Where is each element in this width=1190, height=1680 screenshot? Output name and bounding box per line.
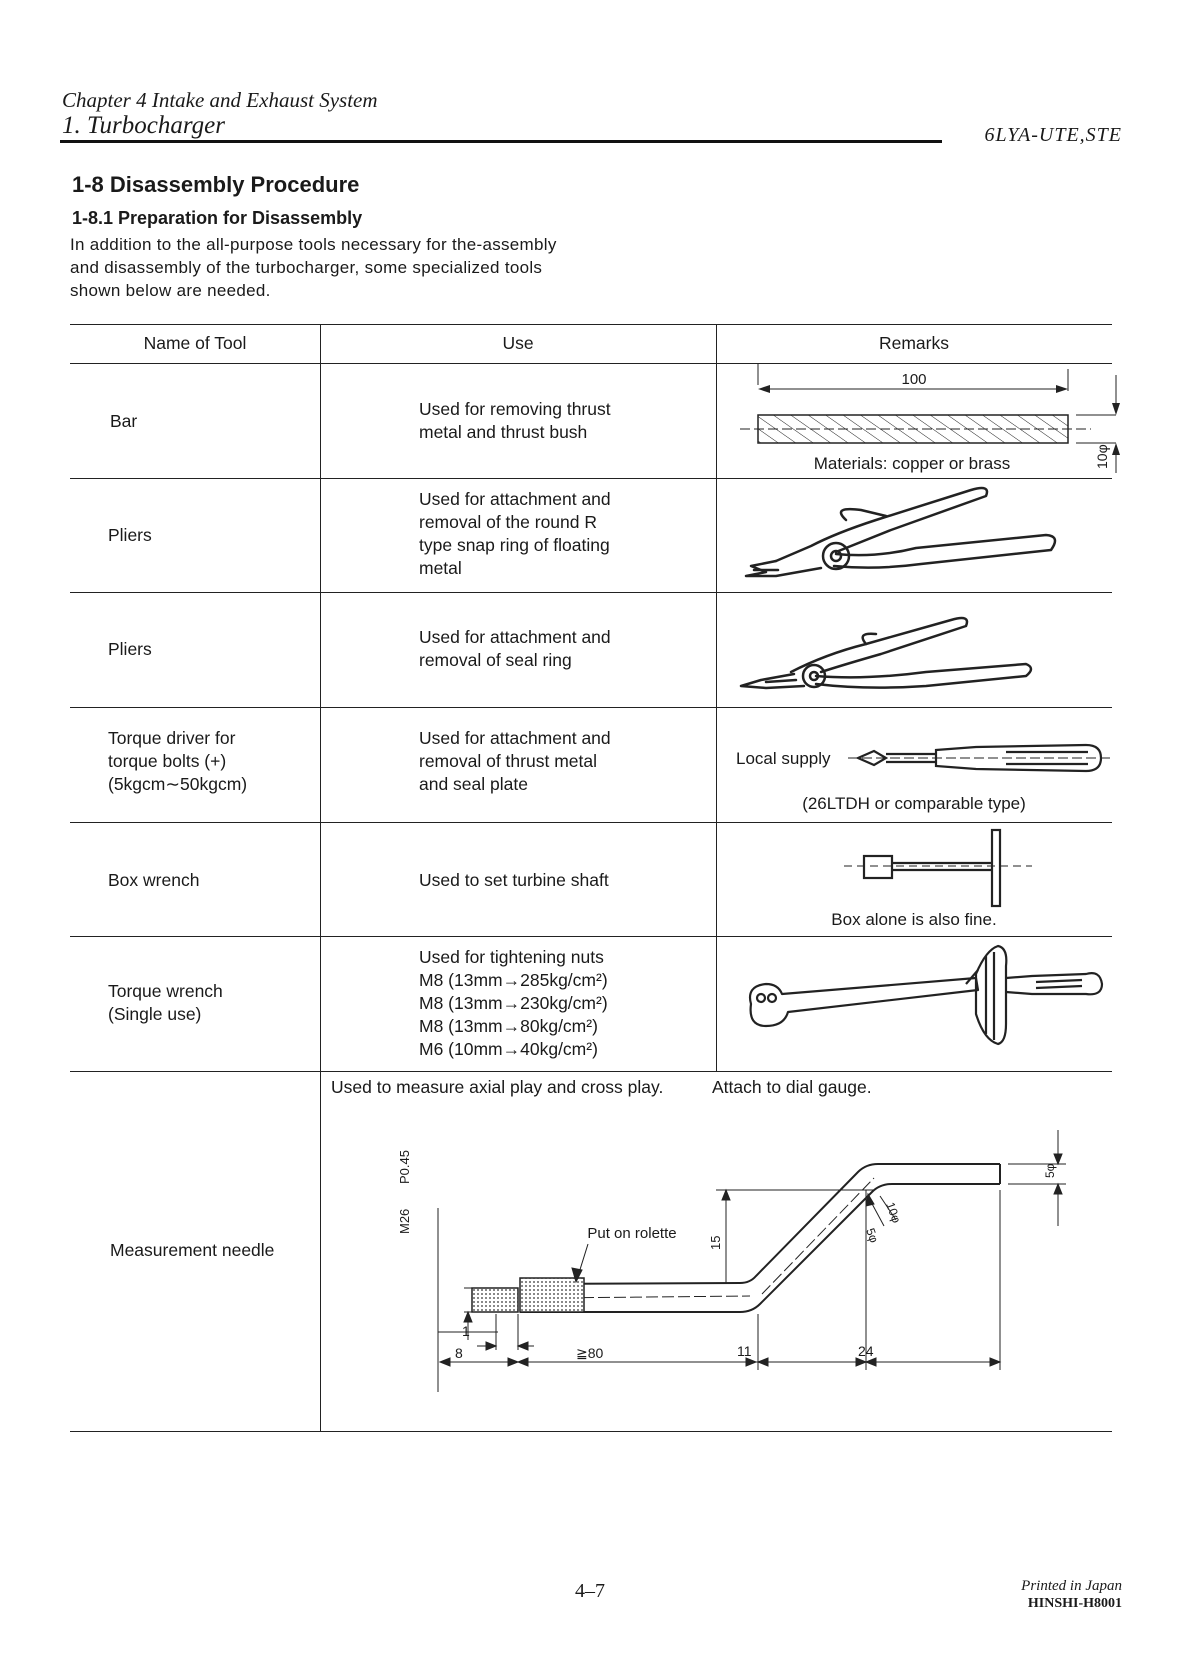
tool-use: Used for tightening nuts M8 (13mm→285kg/cm²) M8 (13mm→230kg/cm²) M8 (13mm→80kg/cm²) M6 (10mm→40kg/cm²) bbox=[419, 947, 608, 1059]
box-wrench-remark: Box alone is also fine. bbox=[831, 910, 997, 929]
page-number: 4–7 bbox=[575, 1580, 605, 1602]
dim-ten-phi: 10φ bbox=[883, 1200, 904, 1225]
tool-name: Pliers bbox=[108, 639, 152, 659]
rolette-label: Put on rolette bbox=[587, 1225, 677, 1242]
subsection-title: 1-8.1 Preparation for Disassembly bbox=[72, 208, 363, 228]
tool-use: Used for attachment and removal of seal ring bbox=[419, 627, 611, 670]
dim-ge80: ≧80 bbox=[576, 1345, 604, 1361]
dim-eleven: 11 bbox=[737, 1343, 752, 1359]
needle-use: Used to measure axial play and cross play. bbox=[331, 1077, 664, 1097]
tool-use: Used to set turbine shaft bbox=[419, 870, 609, 890]
printed-in: Printed in Japan bbox=[1021, 1578, 1122, 1594]
dim-twentyfour: 24 bbox=[858, 1343, 874, 1359]
tool-name: Torque driver for torque bolts (+) (5kgcm∼50kgcm) bbox=[108, 728, 248, 794]
tool-name: Pliers bbox=[108, 525, 152, 545]
dim-m26: M26 bbox=[397, 1208, 412, 1234]
screwdriver-icon bbox=[716, 707, 1116, 822]
bar-remark: Materials: copper or brass bbox=[813, 454, 1011, 473]
header-rule bbox=[60, 140, 942, 143]
dim-p045: P0.45 bbox=[397, 1150, 412, 1184]
tool-name: Box wrench bbox=[108, 870, 200, 890]
box-wrench-icon bbox=[716, 822, 1112, 936]
section-title: 1-8 Disassembly Procedure bbox=[72, 172, 360, 197]
pliers-icon bbox=[716, 592, 1112, 707]
table-rule bbox=[70, 324, 1112, 325]
dim-one: 1 bbox=[462, 1323, 470, 1339]
bar-diameter-dim: 10φ bbox=[1094, 444, 1110, 469]
torque-wrench-icon bbox=[716, 936, 1112, 1071]
tool-use: Used for attachment and removal of thrust metal and seal plate bbox=[419, 728, 611, 794]
torque-driver-remark: (26LTDH or comparable type) bbox=[802, 794, 1026, 813]
pliers-icon bbox=[716, 478, 1112, 592]
column-header-name: Name of Tool bbox=[143, 333, 247, 353]
intro-paragraph: In addition to the all-purpose tools necessary for the-assembly and disassembly of the turbocharger, some specialized tools shown below are needed. bbox=[70, 235, 557, 300]
table-rule bbox=[70, 1071, 1112, 1072]
chapter-heading: Chapter 4 Intake and Exhaust System bbox=[62, 88, 378, 112]
dim-fifteen: 15 bbox=[708, 1235, 723, 1250]
tool-name: Bar bbox=[110, 411, 138, 431]
bar-length-dim: 100 bbox=[901, 371, 927, 388]
table-rule bbox=[70, 1431, 1112, 1432]
document-code: HINSHI-H8001 bbox=[1027, 1596, 1122, 1611]
tool-name: Measurement needle bbox=[110, 1240, 275, 1260]
local-supply-label: Local supply bbox=[736, 749, 831, 768]
column-header-use: Use bbox=[502, 333, 534, 353]
tool-use: Used for attachment and removal of the round R type snap ring of floating metal bbox=[419, 489, 611, 578]
tool-use: Used for removing thrust metal and thrust bush bbox=[419, 399, 611, 442]
column-header-remarks: Remarks bbox=[878, 333, 949, 353]
model-label: 6LYA-UTE,STE bbox=[984, 124, 1122, 146]
needle-remark: Attach to dial gauge. bbox=[712, 1077, 872, 1097]
dim-five-phi: 5φ bbox=[1043, 1163, 1057, 1178]
bar-icon bbox=[716, 363, 1116, 478]
section-heading: 1. Turbocharger bbox=[62, 112, 225, 139]
dim-five-phi-bend: 5φ bbox=[863, 1226, 882, 1245]
measurement-needle-icon bbox=[320, 1100, 1112, 1430]
tool-name: Torque wrench (Single use) bbox=[108, 981, 223, 1024]
dim-eight: 8 bbox=[455, 1345, 463, 1361]
